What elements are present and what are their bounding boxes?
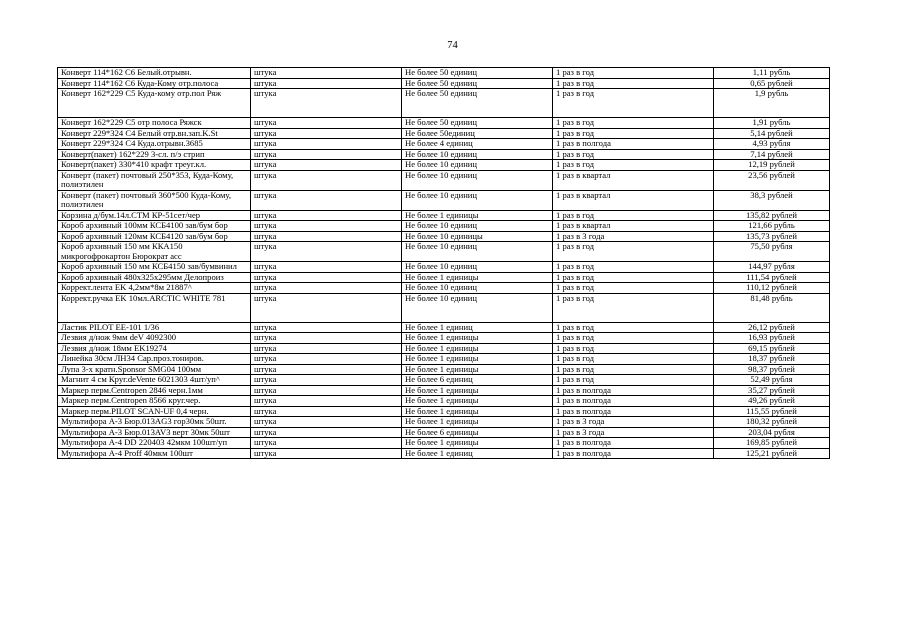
item-name-cell: Конверт 162*229 С5 Куда-кому отр.пол Ряж bbox=[58, 89, 251, 118]
frequency-cell: 1 раз в год bbox=[553, 375, 714, 386]
unit-cell: штука bbox=[251, 448, 402, 459]
quantity-cell: Не более 50 единиц bbox=[402, 118, 553, 129]
quantity-cell: Не более 50 единиц bbox=[402, 78, 553, 89]
item-name-cell: Корзина д/бум.14л.СТМ КР-51сет/чер bbox=[58, 210, 251, 221]
item-name-cell: Магнит 4 см Круг.deVente 6021303 4шт/уп^ bbox=[58, 375, 251, 386]
quantity-cell: Не более 10 единиц bbox=[402, 262, 553, 273]
unit-cell: штука bbox=[251, 272, 402, 283]
frequency-cell: 1 раз в год bbox=[553, 333, 714, 344]
table-row bbox=[58, 283, 830, 294]
quantity-cell: Не более 10 единиц bbox=[402, 221, 553, 232]
item-name-cell: Конверт 162*229 С5 отр полоса Ряжск bbox=[58, 118, 251, 129]
price-cell: 144,97 рубля bbox=[714, 262, 830, 273]
item-name-cell: Мультифора А-4 Proff 40мкм 100шт bbox=[58, 448, 251, 459]
price-cell: 81,48 рубль bbox=[714, 293, 830, 322]
price-cell: 5,14 рублей bbox=[714, 128, 830, 139]
quantity-cell: Не более 1 единицы bbox=[402, 438, 553, 449]
item-name-cell: Ластик PILOT EE-101 1/36 bbox=[58, 322, 251, 333]
unit-cell: штука bbox=[251, 160, 402, 171]
unit-cell: штука bbox=[251, 396, 402, 407]
unit-cell: штука bbox=[251, 149, 402, 160]
table-row bbox=[58, 364, 830, 375]
unit-cell: штука bbox=[251, 262, 402, 273]
quantity-cell: Не более 10 единиц bbox=[402, 293, 553, 322]
price-cell: 52,49 рубля bbox=[714, 375, 830, 386]
unit-cell: штука bbox=[251, 427, 402, 438]
frequency-cell: 1 раз в год bbox=[553, 272, 714, 283]
table-row bbox=[58, 128, 830, 139]
price-cell: 16,93 рублей bbox=[714, 333, 830, 344]
quantity-cell: Не более 1 единицы bbox=[402, 406, 553, 417]
price-cell: 18,37 рублей bbox=[714, 354, 830, 365]
table-row bbox=[58, 262, 830, 273]
price-cell: 180,32 рублей bbox=[714, 417, 830, 428]
frequency-cell: 1 раз в год bbox=[553, 283, 714, 294]
price-cell: 0,65 рублей bbox=[714, 78, 830, 89]
price-cell: 49,26 рублей bbox=[714, 396, 830, 407]
quantity-cell: Не более 6 единиц bbox=[402, 375, 553, 386]
table-row bbox=[58, 118, 830, 129]
quantity-cell: Не более 10 единиц bbox=[402, 283, 553, 294]
quantity-cell: Не более 4 единиц bbox=[402, 139, 553, 150]
unit-cell: штука bbox=[251, 385, 402, 396]
item-name-cell: Лупа 3-х кратн.Sponsor SMG04 100мм bbox=[58, 364, 251, 375]
frequency-cell: 1 раз в год bbox=[553, 210, 714, 221]
price-cell: 169,85 рублей bbox=[714, 438, 830, 449]
frequency-cell: 1 раз в квартал bbox=[553, 170, 714, 190]
unit-cell: штука bbox=[251, 231, 402, 242]
quantity-cell: Не более 1 единицы bbox=[402, 272, 553, 283]
price-cell: 4,93 рубля bbox=[714, 139, 830, 150]
quantity-cell: Не более 50 единиц bbox=[402, 68, 553, 79]
frequency-cell: 1 раз в 3 года bbox=[553, 417, 714, 428]
frequency-cell: 1 раз в 3 года bbox=[553, 231, 714, 242]
item-name-cell: Конверт(пакет) 162*229 3-сл. п/э стрип bbox=[58, 149, 251, 160]
unit-cell: штука bbox=[251, 170, 402, 190]
supplies-table bbox=[57, 67, 830, 459]
unit-cell: штука bbox=[251, 375, 402, 386]
frequency-cell: 1 раз в год bbox=[553, 262, 714, 273]
quantity-cell: Не более 10 единиц bbox=[402, 190, 553, 210]
page-number: 74 bbox=[447, 40, 458, 51]
unit-cell: штука bbox=[251, 68, 402, 79]
item-name-cell: Лезвия д/нож 18мм EK19274 bbox=[58, 343, 251, 354]
unit-cell: штука bbox=[251, 139, 402, 150]
item-name-cell: Мультифора А-3 Бюр.013AG3 гор30мк 50шт. bbox=[58, 417, 251, 428]
price-cell: 135,73 рублей bbox=[714, 231, 830, 242]
frequency-cell: 1 раз в полгода bbox=[553, 438, 714, 449]
table-row bbox=[58, 406, 830, 417]
item-name-cell: Короб архивный 120мм КСБ4120 зав/бум бор bbox=[58, 231, 251, 242]
item-name-cell: Коррект.лента EK 4,2мм*8м 21887^ bbox=[58, 283, 251, 294]
frequency-cell: 1 раз в полгода bbox=[553, 396, 714, 407]
table-row bbox=[58, 210, 830, 221]
frequency-cell: 1 раз в год bbox=[553, 242, 714, 262]
unit-cell: штука bbox=[251, 128, 402, 139]
price-cell: 75,50 рубля bbox=[714, 242, 830, 262]
frequency-cell: 1 раз в год bbox=[553, 89, 714, 118]
frequency-cell: 1 раз в год bbox=[553, 68, 714, 79]
item-name-cell: Конверт 114*162 С6 Куда-Кому отр.полоса bbox=[58, 78, 251, 89]
item-name-cell: Короб архивный 480х325х295мм Делопроиз bbox=[58, 272, 251, 283]
table-row bbox=[58, 149, 830, 160]
frequency-cell: 1 раз в год bbox=[553, 322, 714, 333]
quantity-cell: Не более 1 единиц bbox=[402, 322, 553, 333]
item-name-cell: Линейка 30см ЛН34 Сар.проз.тониров. bbox=[58, 354, 251, 365]
price-cell: 69,15 рублей bbox=[714, 343, 830, 354]
frequency-cell: 1 раз в год bbox=[553, 149, 714, 160]
item-name-cell: Короб архивный 150 мм КСБ4150 зав/бумвинил bbox=[58, 262, 251, 273]
item-name-cell: Мультифора А-3 Бюр.013AV3 верт 30мк 50шт bbox=[58, 427, 251, 438]
table-row bbox=[58, 385, 830, 396]
unit-cell: штука bbox=[251, 78, 402, 89]
quantity-cell: Не более 1 единиц bbox=[402, 448, 553, 459]
frequency-cell: 1 раз в год bbox=[553, 78, 714, 89]
item-name-cell: Короб архивный 150 мм ККА150 микрогофрокартон Бюрократ acc bbox=[58, 242, 251, 262]
supplies-table-body bbox=[58, 68, 830, 459]
price-cell: 121,66 рубль bbox=[714, 221, 830, 232]
table-row bbox=[58, 139, 830, 150]
item-name-cell: Короб архивный 100мм КСБ4100 зав/бум бор bbox=[58, 221, 251, 232]
table-row bbox=[58, 438, 830, 449]
price-cell: 115,55 рублей bbox=[714, 406, 830, 417]
item-name-cell: Мультифора А-4 DD 220403 42мкм 100шт/уп bbox=[58, 438, 251, 449]
quantity-cell: Не более 10 единицы bbox=[402, 231, 553, 242]
unit-cell: штука bbox=[251, 343, 402, 354]
frequency-cell: 1 раз в квартал bbox=[553, 221, 714, 232]
quantity-cell: Не более 10 единиц bbox=[402, 242, 553, 262]
unit-cell: штука bbox=[251, 210, 402, 221]
unit-cell: штука bbox=[251, 438, 402, 449]
unit-cell: штука bbox=[251, 293, 402, 322]
frequency-cell: 1 раз в год bbox=[553, 118, 714, 129]
table-row bbox=[58, 78, 830, 89]
price-cell: 1,11 рубль bbox=[714, 68, 830, 79]
table-row bbox=[58, 170, 830, 190]
unit-cell: штука bbox=[251, 118, 402, 129]
unit-cell: штука bbox=[251, 89, 402, 118]
quantity-cell: Не более 1 единицы bbox=[402, 333, 553, 344]
table-row bbox=[58, 160, 830, 171]
frequency-cell: 1 раз в год bbox=[553, 128, 714, 139]
quantity-cell: Не более 50единиц bbox=[402, 128, 553, 139]
unit-cell: штука bbox=[251, 221, 402, 232]
item-name-cell: Маркер перм.PILOT SCAN-UF 0,4 черн. bbox=[58, 406, 251, 417]
unit-cell: штука bbox=[251, 322, 402, 333]
quantity-cell: Не более 1 единицы bbox=[402, 396, 553, 407]
price-cell: 98,37 рублей bbox=[714, 364, 830, 375]
price-cell: 7,14 рублей bbox=[714, 149, 830, 160]
table-row bbox=[58, 417, 830, 428]
table-row bbox=[58, 242, 830, 262]
table-row bbox=[58, 293, 830, 322]
frequency-cell: 1 раз в полгода bbox=[553, 406, 714, 417]
unit-cell: штука bbox=[251, 283, 402, 294]
price-cell: 1,91 рубль bbox=[714, 118, 830, 129]
price-cell: 110,12 рублей bbox=[714, 283, 830, 294]
table-row bbox=[58, 375, 830, 386]
unit-cell: штука bbox=[251, 333, 402, 344]
item-name-cell: Конверт 229*324 С4 Белый отр.вн.зап.K.St bbox=[58, 128, 251, 139]
table-row bbox=[58, 343, 830, 354]
price-cell: 38,3 рублей bbox=[714, 190, 830, 210]
quantity-cell: Не более 10 единиц bbox=[402, 170, 553, 190]
item-name-cell: Конверт 114*162 С6 Белый.отрывн. bbox=[58, 68, 251, 79]
item-name-cell: Маркер перм.Centropen 8566 круг.чер. bbox=[58, 396, 251, 407]
price-cell: 23,56 рублей bbox=[714, 170, 830, 190]
unit-cell: штука bbox=[251, 364, 402, 375]
item-name-cell: Лезвия д/нож 9мм deV 4092300 bbox=[58, 333, 251, 344]
price-cell: 1,9 рубль bbox=[714, 89, 830, 118]
table-row bbox=[58, 448, 830, 459]
table-row bbox=[58, 89, 830, 118]
quantity-cell: Не более 1 единицы bbox=[402, 210, 553, 221]
quantity-cell: Не более 1 единицы bbox=[402, 417, 553, 428]
quantity-cell: Не более 50 единиц bbox=[402, 89, 553, 118]
table-row bbox=[58, 221, 830, 232]
unit-cell: штука bbox=[251, 417, 402, 428]
frequency-cell: 1 раз в год bbox=[553, 160, 714, 171]
frequency-cell: 1 раз в квартал bbox=[553, 190, 714, 210]
table-row bbox=[58, 354, 830, 365]
quantity-cell: Не более 1 единицы bbox=[402, 385, 553, 396]
item-name-cell: Конверт 229*324 С4 Куда.отрывн.3685 bbox=[58, 139, 251, 150]
quantity-cell: Не более 6 единицы bbox=[402, 427, 553, 438]
quantity-cell: Не более 1 единицы bbox=[402, 343, 553, 354]
frequency-cell: 1 раз в 3 года bbox=[553, 427, 714, 438]
price-cell: 35,27 рублей bbox=[714, 385, 830, 396]
table-row bbox=[58, 190, 830, 210]
price-cell: 26,12 рублей bbox=[714, 322, 830, 333]
quantity-cell: Не более 1 единицы bbox=[402, 364, 553, 375]
table-row bbox=[58, 272, 830, 283]
table-row bbox=[58, 427, 830, 438]
unit-cell: штука bbox=[251, 354, 402, 365]
frequency-cell: 1 раз в год bbox=[553, 293, 714, 322]
table-row bbox=[58, 333, 830, 344]
frequency-cell: 1 раз в полгода bbox=[553, 385, 714, 396]
unit-cell: штука bbox=[251, 406, 402, 417]
price-cell: 125,21 рублей bbox=[714, 448, 830, 459]
item-name-cell: Конверт(пакет) 330*410 крафт треуг.кл. bbox=[58, 160, 251, 171]
price-cell: 203,04 рубля bbox=[714, 427, 830, 438]
unit-cell: штука bbox=[251, 190, 402, 210]
item-name-cell: Конверт (пакет) почтовый 360*500 Куда-Кому, полиэтилен bbox=[58, 190, 251, 210]
frequency-cell: 1 раз в год bbox=[553, 354, 714, 365]
item-name-cell: Маркер перм.Centropen 2846 черн.1мм bbox=[58, 385, 251, 396]
frequency-cell: 1 раз в год bbox=[553, 343, 714, 354]
table-row bbox=[58, 396, 830, 407]
price-cell: 135,82 рублей bbox=[714, 210, 830, 221]
item-name-cell: Конверт (пакет) почтовый 250*353, Куда-Кому, полиэтилен bbox=[58, 170, 251, 190]
quantity-cell: Не более 10 единиц bbox=[402, 160, 553, 171]
price-cell: 12,19 рублей bbox=[714, 160, 830, 171]
quantity-cell: Не более 10 единиц bbox=[402, 149, 553, 160]
table-row bbox=[58, 322, 830, 333]
table-row bbox=[58, 231, 830, 242]
unit-cell: штука bbox=[251, 242, 402, 262]
table-row bbox=[58, 68, 830, 79]
frequency-cell: 1 раз в полгода bbox=[553, 139, 714, 150]
frequency-cell: 1 раз в год bbox=[553, 364, 714, 375]
quantity-cell: Не более 1 единицы bbox=[402, 354, 553, 365]
item-name-cell: Коррект.ручка EK 10мл.ARCTIC WHITE 781 bbox=[58, 293, 251, 322]
price-cell: 111,54 рублей bbox=[714, 272, 830, 283]
frequency-cell: 1 раз в полгода bbox=[553, 448, 714, 459]
